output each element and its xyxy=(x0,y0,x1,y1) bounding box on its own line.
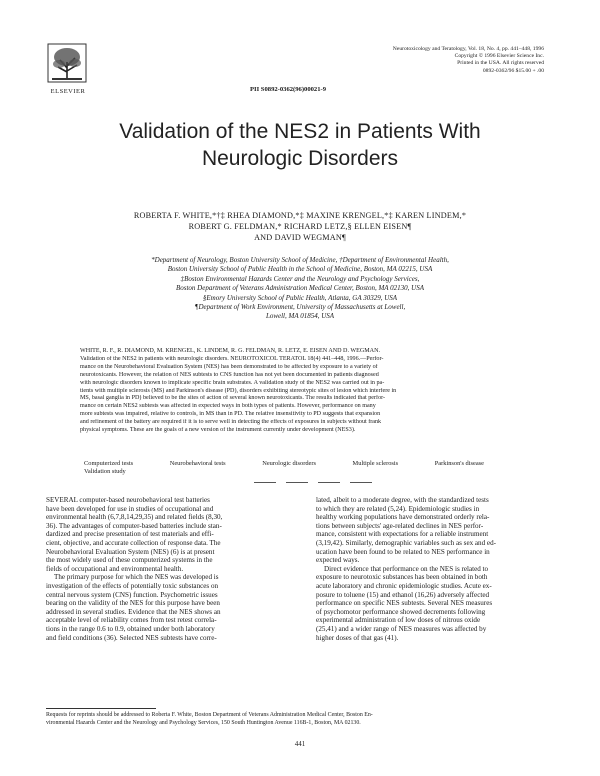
body-line: expected ways. xyxy=(316,556,360,565)
body-line: performance on specific NES subtests. Several NES measures xyxy=(316,599,493,608)
abstract-line: WHITE, R. F., R. DIAMOND, M. KRENGEL, K. LINDEM, R. G. FELDMAN, R. LETZ, E. EISEN AND D. WEGMAN. xyxy=(80,348,381,354)
abstract-line: physical symptoms. These are the goals of a new version of the instrument currently under development (NES3). xyxy=(80,427,356,434)
body-line: investigation of the effects of potentially toxic substances on xyxy=(46,581,219,590)
body-line: SEVERAL computer-based neurobehavioral test batteries xyxy=(46,496,210,504)
author-list xyxy=(60,210,540,243)
affiliation-line: ‡Boston Environmental Hazards Center and the Neurology and Psychology Services, xyxy=(180,274,420,283)
keyword-row xyxy=(84,460,484,468)
affiliations xyxy=(60,256,540,322)
body-line: (25,41) and a wider range of NES measures was affected by xyxy=(316,624,487,633)
affiliation-line: ¶Department of Work Environment, University of Massachusetts at Lowell, xyxy=(194,303,406,312)
affiliation-line: *Department of Neurology, Boston University School of Medicine, †Department of Environmental Health, xyxy=(151,256,449,264)
elsevier-tree-logo xyxy=(46,42,88,88)
abstract xyxy=(80,348,512,435)
page-number: 441 xyxy=(294,740,306,748)
body-line: Direct evidence that performance on the NES is related to xyxy=(324,564,489,573)
footnote-line: vironmental Hazards Center and the Neurology and Psychology Services, 150 South Huntington Avenue 116B-1, Boston, MA 02130. xyxy=(46,719,361,726)
journal-info-line: 0892-0362/96 $15.00 + .00 xyxy=(482,67,544,74)
abstract-line: Validation of the NES2 in patients with neurologic disorders. NEUROTOXICOL TERATOL 18(4) 441–448, 1996.—Perfor- xyxy=(80,355,384,362)
body-line: bearing on the validity of the NES for this purpose have been xyxy=(46,599,220,608)
divider-dash xyxy=(286,482,308,483)
abstract-line: more subtests was impaired, relative to controls, in MS than in PD. The relative insensitivity to PD suggests that expansion xyxy=(80,411,381,418)
abstract-line: mance on the Neurobehavioral Evaluation System (NES) has been demonstrated to be affected by exposure to a variety of xyxy=(80,363,378,370)
keyword: Multiple sclerosis xyxy=(352,460,399,467)
abstract-line: neurotoxicants. However, the relation of NES subtests to CNS function has not yet been documented in patients diagnosed xyxy=(80,371,379,378)
body-line: central nervous system (CNS) function. Psychometric issues xyxy=(46,590,218,599)
body-line: of psychomotor performance showed decrements following xyxy=(316,607,486,616)
journal-citation xyxy=(294,46,544,75)
author-line: ROBERTA F. WHITE,*†‡ RHEA DIAMOND,*‡ MAXINE KRENGEL,*‡ KAREN LINDEM,* xyxy=(133,211,467,220)
body-line: to which they are related (5,24). Epidemiologic studies in xyxy=(316,504,480,513)
pii-identifier: PII S0892-0362(96)00021-9 xyxy=(250,86,327,93)
affiliation-line: Boston Department of Veterans Administration Medical Center, Boston, MA 02130, USA xyxy=(175,284,425,293)
body-line: acute laboratory and chronic epidemiologic studies. Acute ex- xyxy=(316,581,492,590)
body-line: The primary purpose for which the NES was developed is xyxy=(54,573,219,582)
journal-info-line: Neurotoxicology and Teratology, Vol. 18, No. 4, pp. 441–448, 1996 xyxy=(392,46,544,52)
body-line: tions in the range 0.6 to 0.9, obtained under both laboratory xyxy=(46,624,215,633)
divider-dash xyxy=(350,482,372,483)
abstract-line: mance on certain NES2 subtests was affected in expected ways in both types of patients. However, performance on many xyxy=(80,403,376,410)
body-column-left xyxy=(46,496,274,642)
keyword-divider xyxy=(84,482,520,483)
body-line: fields of occupational and environmental health. xyxy=(46,564,184,573)
keyword: Validation study xyxy=(84,468,126,475)
affiliation-line: Boston University School of Public Health in the School of Medicine, Boston, MA 02215, USA xyxy=(167,265,433,274)
keyword: Neurobehavioral tests xyxy=(169,460,226,467)
divider-dash xyxy=(318,482,340,483)
body-line: (3,19,42). Similarly, demographic variables such as sex and ed- xyxy=(316,538,496,547)
body-line: ucation have been found to be related to NES performance in xyxy=(316,547,490,556)
author-line: ROBERT G. FELDMAN,* RICHARD LETZ,§ ELLEN EISEN¶ xyxy=(188,222,412,231)
journal-info-line: Printed in the USA. All rights reserved xyxy=(457,60,544,67)
publisher-name: ELSEVIER xyxy=(50,88,86,95)
body-line: the most widely used of these computerized systems in the xyxy=(46,556,213,565)
journal-info-line: Copyright © 1996 Elsevier Science Inc. xyxy=(454,53,544,60)
paper-title xyxy=(60,118,540,172)
body-line: and field conditions (36). Selected NES subtests have corre- xyxy=(46,633,217,642)
body-line: dardized and precise presentation of test materials and effi- xyxy=(46,530,214,539)
body-line: experimental administration of low doses of nitrous oxide xyxy=(316,616,481,625)
body-line: cient, objective, and accurate collection of response data. The xyxy=(46,538,221,547)
body-line: posure to toluene (15) and ethanol (16,26) adversely affected xyxy=(316,590,490,599)
abstract-line: MS, basal ganglia in PD) believed to be the sites of action of several known neurotoxicants. The results indicated that perfor- xyxy=(80,395,386,402)
body-line: lated, albeit to a moderate degree, with the standardized tests xyxy=(316,496,489,504)
body-line: Neurobehavioral Evaluation System (NES) (6) is at present xyxy=(46,547,215,556)
keyword: Parkinson's disease xyxy=(434,460,484,467)
body-line: addressed in several studies. Evidence that the NES shows an xyxy=(46,607,221,616)
keywords xyxy=(84,460,514,476)
reprint-footnote xyxy=(46,712,552,727)
affiliation-line: Lowell, MA 01854, USA xyxy=(265,312,335,321)
body-line: exposure to neurotoxic substances has been obtained in both xyxy=(316,573,488,582)
keyword: Computerized tests xyxy=(84,460,134,467)
footnote-rule xyxy=(46,708,156,709)
footnote-line: Requests for reprints should be addressed to Roberta F. White, Boston Department of Veterans Administration Medical Center, Boston En- xyxy=(46,712,373,718)
body-line: acceptable level of reliability comes from test retest correla- xyxy=(46,616,217,625)
body-line: tions between subjects' age-related declines in NES perfor- xyxy=(316,521,484,530)
title-line: Neurologic Disorders xyxy=(201,147,399,170)
author-line: AND DAVID WEGMAN¶ xyxy=(254,233,346,242)
body-line: healthy working populations have demonstrated orderly rela- xyxy=(316,513,490,522)
keyword: Neurologic disorders xyxy=(262,460,316,467)
abstract-line: and refinement of the battery are required if it is to serve well in detecting the effects of exposures in subjects without frank xyxy=(80,419,382,426)
body-line: 36). The advantages of computer-based batteries include stan- xyxy=(46,521,222,530)
body-line: higher doses of that gas (41). xyxy=(316,633,399,642)
abstract-line: tients with multiple sclerosis (MS) and Parkinson's disease (PD), disorders exhibiting stereotypic sites of lesion which interfere in xyxy=(80,387,397,394)
body-line: environmental health (6,7,8,14,29,35) and related fields (8,30, xyxy=(46,513,223,522)
title-line: Validation of the NES2 in Patients With xyxy=(119,120,481,143)
body-line: mance, consistent with expectations for a reliable instrument xyxy=(316,530,489,539)
divider-dash xyxy=(254,482,276,483)
body-line: have been developed for use in studies of occupational and xyxy=(46,504,214,513)
abstract-line: with neurologic disorders known to implicate specific brain substrates. A validation study of the NES2 was carried out in pa- xyxy=(80,379,385,386)
affiliation-line: §Emory University School of Public Health, Atlanta, GA 30329, USA xyxy=(202,293,398,302)
body-column-right xyxy=(316,496,544,642)
